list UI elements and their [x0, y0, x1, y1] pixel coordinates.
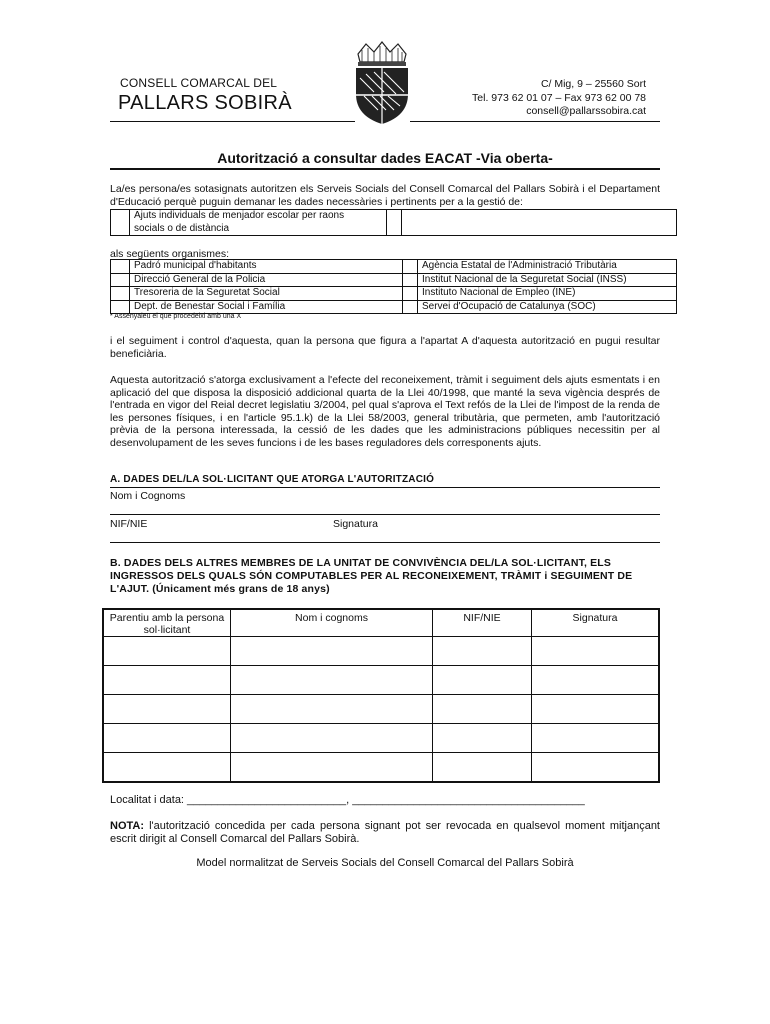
document-title: Autorització a consultar dades EACAT -Via oberta- [217, 150, 553, 166]
column-header-signature: Signatura [532, 609, 660, 637]
signature-cell[interactable] [532, 637, 660, 666]
management-label-line1: Ajuts individuals de menjador escolar per raons [134, 210, 345, 221]
name-line[interactable] [110, 514, 660, 515]
checkbox-cell[interactable] [111, 210, 130, 236]
name-cell[interactable] [231, 695, 433, 724]
checkbox-cell[interactable] [111, 287, 130, 301]
header-rule-right [410, 121, 660, 122]
organisms-label: als següents organismes: [110, 248, 230, 260]
contact-block [472, 78, 646, 119]
organism-row [111, 287, 677, 301]
members-table [102, 608, 660, 783]
member-row [103, 637, 659, 666]
organism-right: Agència Estatal de l'Administració Tributària [418, 260, 677, 274]
relationship-cell[interactable] [103, 666, 231, 695]
paragraph-legal: Aquesta autorització s'atorga exclusivament a l'efecte del reconeixement, tràmit i seguiment dels ajuts esmentats i en aplicació del que disposa la disposició addicional quarta de la Llei 40/1998, que manté la seva vigència després de l'entrada en vigor del Reial decret legislatiu 3/2004, pel qual s'aprova el Text refós de la Llei de l'impost de la renda de les persones físiques, i en l'article 95.1.k) de la Llei 58/2003, general tributària, que permeten, amb l'autorització prèvia de la persona interessada, la cessió de les dades que les administracions públiques necessitin per al desenvolupament de les seves funcions i de les bases reguladores dels corresponents ajuts. [110, 374, 660, 449]
member-row [103, 724, 659, 753]
nif-signature-line[interactable] [110, 542, 660, 543]
section-a-rule [110, 487, 660, 488]
signature-label: Signatura [333, 518, 378, 530]
paragraph-follow-up: i el seguiment i control d'aquesta, quan la persona que figura a l'apartat A d'aquesta autorització en pugui resultar beneficiària. [110, 335, 660, 360]
checkbox-cell[interactable] [111, 300, 130, 314]
nif-cell[interactable] [433, 753, 532, 782]
member-row [103, 753, 659, 782]
intro-paragraph: La/es persona/es sotasignats autoritzen els Serveis Socials del Consell Comarcal del Pallars Sobirà i el Departament d'Educació perquè puguin demanar les dades necessàries i pertinents per a la gestió de: [110, 183, 660, 208]
name-cell[interactable] [231, 753, 433, 782]
phone-fax: Tel. 973 62 01 07 – Fax 973 62 00 78 [472, 91, 646, 104]
checkbox-cell[interactable] [387, 210, 402, 236]
column-header-name: Nom i cognoms [231, 609, 433, 637]
section-a-title: A. DADES DEL/LA SOL·LICITANT QUE ATORGA L'AUTORITZACIÓ [110, 474, 435, 485]
column-header-relationship: Parentiu amb la persona sol·licitant [103, 609, 231, 637]
member-row [103, 695, 659, 724]
organism-row [111, 260, 677, 274]
organism-right: Servei d'Ocupació de Catalunya (SOC) [418, 300, 677, 314]
organism-row [111, 273, 677, 287]
nif-cell[interactable] [433, 724, 532, 753]
nif-label: NIF/NIE [110, 518, 148, 530]
signature-cell[interactable] [532, 724, 660, 753]
checkbox-cell[interactable] [403, 300, 418, 314]
management-label [130, 210, 387, 236]
address: C/ Mig, 9 – 25560 Sort [540, 78, 646, 90]
nif-cell[interactable] [433, 666, 532, 695]
checkbox-cell[interactable] [111, 260, 130, 274]
note-text: l'autorització concedida per cada persona signant pot ser revocada en qualsevol moment mitjançant escrit dirigit al Consell Comarcal del Pallars Sobirà. [110, 820, 660, 845]
organism-right: Instituto Nacional de Empleo (INE) [418, 287, 677, 301]
checkbox-cell[interactable] [403, 273, 418, 287]
organism-left: Direcció General de la Policia [130, 273, 403, 287]
email-link[interactable]: consell@pallarssobira.cat [526, 105, 646, 117]
org-name-line1: CONSELL COMARCAL DEL [120, 76, 278, 90]
signature-cell[interactable] [532, 753, 660, 782]
name-cell[interactable] [231, 724, 433, 753]
column-header-nif: NIF/NIE [433, 609, 532, 637]
checkbox-cell[interactable] [111, 273, 130, 287]
checkbox-cell[interactable] [403, 287, 418, 301]
relationship-cell[interactable] [103, 637, 231, 666]
footer-text: Model normalitzat de Serveis Socials del Consell Comarcal del Pallars Sobirà [196, 857, 574, 869]
relationship-cell[interactable] [103, 753, 231, 782]
crest-icon [344, 40, 420, 126]
checkbox-cell[interactable] [403, 260, 418, 274]
org-name-line2: PALLARS SOBIRÀ [118, 92, 292, 114]
member-row [103, 666, 659, 695]
empty-cell [402, 210, 677, 236]
organism-left: Padró municipal d'habitants [130, 260, 403, 274]
management-table [110, 209, 677, 236]
header-rule-left [110, 121, 355, 122]
name-cell[interactable] [231, 666, 433, 695]
footnote: * Assenyaleu el que procedeixi amb una X [110, 313, 242, 320]
note-label: NOTA: [110, 820, 145, 832]
management-label-line2: socials o de distància [134, 222, 230, 234]
title-rule [110, 168, 660, 170]
management-row [111, 210, 677, 236]
nif-cell[interactable] [433, 637, 532, 666]
organism-right: Institut Nacional de la Seguretat Social (INSS) [418, 273, 677, 287]
signature-cell[interactable] [532, 666, 660, 695]
section-b-title: B. DADES DELS ALTRES MEMBRES DE LA UNITAT DE CONVIVÈNCIA DEL/LA SOL·LICITANT, ELS INGRESSOS DELS QUALS SÓN COMPUTABLES PER AL RECONEIXEMENT, TRÀMIT i SEGUIMENT DE L'AJUT. (Únicament més grans de 18 anys) [110, 557, 633, 595]
name-label: Nom i Cognoms [110, 490, 186, 502]
relationship-cell[interactable] [103, 695, 231, 724]
organism-left: Tresoreria de la Seguretat Social [130, 287, 403, 301]
name-cell[interactable] [231, 637, 433, 666]
note-paragraph [110, 820, 660, 846]
members-header-row [103, 609, 659, 637]
nif-cell[interactable] [433, 695, 532, 724]
signature-cell[interactable] [532, 695, 660, 724]
relationship-cell[interactable] [103, 724, 231, 753]
organisms-table [110, 259, 677, 314]
place-date-line[interactable]: Localitat i data: __________________________, ______________________________________ [110, 794, 585, 806]
organism-left: Dept. de Benestar Social i Família [130, 300, 403, 314]
organism-row [111, 300, 677, 314]
